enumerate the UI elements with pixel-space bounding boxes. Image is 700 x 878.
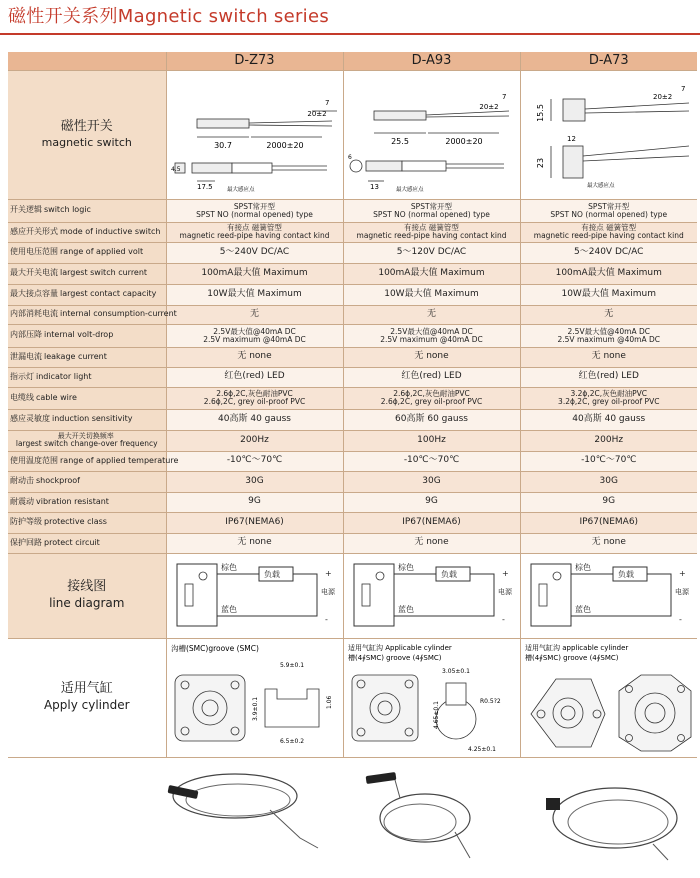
spec-value-line: 2.5V maximum @40mA DC	[380, 334, 483, 344]
switch-box	[354, 564, 394, 626]
spec-value	[520, 199, 697, 222]
spec-label	[8, 284, 166, 305]
spec-value-line: -10℃～70℃	[226, 455, 283, 466]
polarity-minus: -	[324, 614, 328, 624]
cylinder-a73-caption2: 槽(4∮SMC) groove (4∮SMC)	[524, 653, 618, 662]
spec-value	[166, 305, 343, 324]
spec-label-zh: 开关逻辑	[10, 205, 42, 215]
wire-label-blue: 蓝色	[220, 604, 237, 614]
polarity-minus: -	[501, 614, 505, 624]
z73-dimension-drawing	[167, 71, 344, 199]
spec-value-line: 30G	[422, 475, 441, 486]
spec-value-line: 10W最大值 Maximum	[207, 288, 302, 299]
photo-a73	[546, 788, 677, 860]
spec-value	[343, 451, 520, 471]
spec-label	[8, 305, 177, 324]
model-header-row	[8, 52, 697, 70]
cyl-b-dim4: 4.25±0.1	[467, 745, 496, 753]
power-label: 电源	[674, 587, 689, 596]
spec-rows	[8, 199, 697, 553]
spec-label-zh: 最大开关切换频率	[57, 431, 114, 440]
polarity-plus: +	[324, 568, 332, 578]
spec-value	[520, 222, 697, 242]
spec-row	[8, 242, 697, 263]
spec-value-line: 100mA最大值 Maximum	[201, 267, 308, 278]
a93-dim-length: 25.5	[390, 136, 409, 146]
spec-value-line: 无 none	[414, 537, 449, 548]
spec-value	[520, 242, 697, 263]
z73-dim-lead: 20±2	[306, 109, 327, 118]
spec-label	[8, 263, 166, 284]
spec-label-en: leakage current	[44, 351, 107, 361]
load-label: 负载	[440, 569, 457, 579]
spec-value-line: SPST NO (normal opened) type	[550, 209, 668, 219]
spec-label-zh: 耐动击	[10, 476, 34, 486]
spec-label-en: largest switch change-over frequency	[15, 439, 158, 449]
apply-cylinder-row	[8, 638, 697, 757]
spec-value-line: 红色(red) LED	[224, 371, 285, 382]
spec-value	[343, 305, 520, 324]
spec-label-zh: 最大开关电流	[10, 268, 58, 278]
spec-label-zh: 最大接点容量	[10, 289, 58, 299]
led-symbol	[376, 572, 384, 580]
spec-label-en: range of applied volt	[60, 247, 144, 257]
spec-value	[520, 284, 697, 305]
spec-value	[520, 324, 697, 347]
z73-dim-h: 4.5	[170, 165, 181, 173]
spec-value	[520, 451, 697, 471]
line-diagram-a93	[343, 553, 520, 638]
spec-value-line: magnetic reed-pipe having contact kind	[356, 231, 507, 240]
model-z73: D-Z73	[166, 52, 343, 70]
spec-value	[520, 492, 697, 512]
cylinder-z73-drawing	[167, 639, 344, 757]
spec-value-line: 无	[249, 308, 259, 319]
spec-label	[8, 471, 166, 492]
cyl-a-dim1: 5.9±0.1	[279, 661, 304, 669]
spec-row	[8, 324, 697, 347]
spec-label-zh: 电缆线	[10, 392, 34, 402]
spec-value	[520, 409, 697, 430]
spec-value	[166, 199, 343, 222]
cylinder-a93-caption: 适用气缸沟 Applicable cylinder	[347, 643, 452, 652]
spec-value-line: 无 none	[591, 351, 626, 362]
photo-z73	[167, 774, 318, 848]
spec-value	[343, 367, 520, 387]
a93-dim-cable: 2000±20	[444, 136, 483, 146]
spec-value-line: 2.5V最大值@40mA DC	[567, 326, 650, 336]
spec-value-line: 40高斯 40 gauss	[572, 413, 646, 424]
spec-label	[8, 242, 166, 263]
wiring-diagram	[167, 554, 344, 638]
spec-value	[343, 533, 520, 553]
spec-value	[343, 284, 520, 305]
spec-label-en: largest switch current	[60, 268, 148, 278]
spec-label	[8, 367, 166, 387]
spec-row	[8, 305, 697, 324]
spec-value	[343, 387, 520, 409]
spec-value-line: 2.6ϕ,2C,灰色耐油PVC	[393, 389, 470, 399]
cylinder-a93-drawing	[344, 639, 521, 757]
spec-value-line: 9G	[602, 496, 616, 507]
spec-value-line: SPST NO (normal opened) type	[196, 209, 313, 219]
a93-dim-h: 6	[347, 153, 352, 161]
wiring-diagram	[344, 554, 521, 638]
spec-value-line: -10℃～70℃	[581, 455, 637, 466]
cylinder-a73-caption: 适用气缸沟 applicable cylinder	[524, 643, 628, 652]
spec-value	[343, 492, 520, 512]
a93-dim-lead: 20±2	[478, 102, 499, 111]
spec-label	[8, 512, 166, 533]
reed-element	[539, 584, 547, 606]
page-title: 磁性开关系列Magnetic switch series	[8, 6, 330, 27]
spec-value-line: 2.6ϕ,2C, grey oil-proof PVC	[380, 397, 483, 406]
spec-value	[343, 222, 520, 242]
spec-value	[166, 263, 343, 284]
spec-value-line: SPST常开型	[233, 201, 276, 211]
spec-row	[8, 430, 697, 451]
photo-a93	[366, 772, 470, 858]
cylinder-a73	[520, 638, 697, 757]
wire-label-blue: 蓝色	[574, 604, 591, 614]
a93-dim-sense: 13	[369, 182, 379, 191]
spec-value-line: 红色(red) LED	[578, 371, 639, 382]
spec-value-line: 200Hz	[240, 434, 269, 445]
model-a93: D-A93	[343, 52, 520, 70]
spec-value	[166, 222, 343, 242]
spec-value-line: IP67(NEMA6)	[402, 516, 461, 527]
drawing-z73	[166, 70, 343, 199]
reed-element	[362, 584, 370, 606]
spec-value-line: 2.6ϕ,2C,灰色耐油PVC	[216, 389, 293, 399]
spec-value-line: 2.5V maximum @40mA DC	[557, 334, 660, 344]
spec-label	[8, 492, 166, 512]
a73-sense-point: 最大感应点	[586, 182, 615, 189]
spec-value	[520, 263, 697, 284]
spec-row	[8, 409, 697, 430]
spec-row	[8, 222, 697, 242]
spec-value-line: 2.5V最大值@40mA DC	[390, 326, 473, 336]
wire-label-brown: 棕色	[220, 562, 237, 572]
wire-label-brown: 棕色	[574, 562, 591, 572]
spec-value-line: 10W最大值 Maximum	[561, 288, 657, 299]
spec-label-zh: 内部消耗电流	[10, 309, 58, 319]
a73-dimension-drawing	[521, 71, 698, 199]
cylinder-z73	[166, 638, 343, 757]
wire-label-blue: 蓝色	[397, 604, 414, 614]
load-label: 负载	[617, 569, 634, 579]
z73-dim-length: 30.7	[213, 140, 232, 150]
spec-value	[520, 347, 697, 367]
spec-value-line: 9G	[248, 496, 261, 507]
spec-value-line: 2.6ϕ,2C, grey oil-proof PVC	[203, 397, 306, 406]
z73-dim-7: 7	[324, 98, 329, 107]
spec-label-zh: 指示灯	[10, 371, 34, 381]
spec-value	[166, 533, 343, 553]
spec-value	[166, 430, 343, 451]
spec-row	[8, 347, 697, 367]
spec-label-zh: 感应灵敏度	[10, 414, 50, 424]
spec-value	[343, 430, 520, 451]
spec-label	[8, 387, 166, 409]
spec-value-line: SPST NO (normal opened) type	[373, 209, 490, 219]
spec-value	[520, 430, 697, 451]
spec-row	[8, 263, 697, 284]
spec-value-line: 无	[426, 308, 436, 319]
spec-value-line: SPST常开型	[588, 201, 630, 211]
spec-value	[520, 305, 697, 324]
cylinder-a93	[343, 638, 520, 757]
spec-label	[8, 199, 166, 222]
drawing-row	[8, 70, 697, 199]
spec-value-line: 100mA最大值 Maximum	[378, 267, 485, 278]
cyl-b-dim3: R0.5?2	[479, 697, 501, 705]
spec-value	[166, 324, 343, 347]
line-diagram-label	[8, 553, 166, 638]
product-photos	[0, 745, 700, 878]
spec-label	[8, 533, 166, 553]
a73-dim-12: 12	[566, 134, 576, 143]
spec-value	[166, 242, 343, 263]
spec-label	[8, 347, 166, 367]
cyl-a-dim3: 1.06	[325, 695, 333, 709]
cyl-a-dim2: 3.9±0.1	[251, 696, 259, 721]
spec-value-line: 5～240V DC/AC	[574, 246, 644, 257]
spec-value-line: 40高斯 40 gauss	[218, 413, 291, 424]
spec-value-line: 5～120V DC/AC	[396, 246, 467, 257]
drawing-a73	[520, 70, 697, 199]
spec-value	[520, 367, 697, 387]
spec-label-zh: 感应开关形式	[10, 226, 58, 236]
spec-value-line: 200Hz	[594, 434, 624, 445]
spec-value-line: -10℃～70℃	[403, 455, 460, 466]
spec-value-line: 无 none	[414, 351, 449, 362]
spec-row	[8, 199, 697, 222]
z73-dim-sense: 17.5	[196, 182, 213, 191]
spec-label	[8, 324, 166, 347]
reed-element	[185, 584, 193, 606]
spec-value-line: 30G	[245, 475, 264, 486]
cylinder-a73-drawing	[521, 639, 698, 757]
a93-dimension-drawing	[344, 71, 521, 199]
spec-value-line: 2.5V最大值@40mA DC	[213, 326, 296, 336]
spec-label-en: protect circuit	[44, 537, 100, 547]
spec-value	[520, 387, 697, 409]
spec-row	[8, 284, 697, 305]
spec-value	[343, 512, 520, 533]
a93-sense-point: 最大感应点	[395, 186, 424, 193]
power-label: 电源	[320, 587, 335, 596]
magnetic-switch-zh: 磁性开关	[60, 118, 113, 134]
spec-value	[343, 471, 520, 492]
spec-value-line: 无	[604, 308, 614, 319]
spec-value-line: 100mA最大值 Maximum	[555, 267, 662, 278]
spec-value	[343, 242, 520, 263]
a93-dim-7: 7	[501, 92, 506, 101]
led-symbol	[199, 572, 207, 580]
spec-value	[343, 409, 520, 430]
spec-value-line: 100Hz	[417, 434, 446, 445]
model-a73: D-A73	[520, 52, 697, 70]
polarity-minus: -	[678, 614, 682, 624]
spec-label	[8, 451, 179, 471]
spec-value-line: 有接点 磁簧管型	[227, 223, 282, 233]
header-corner	[8, 52, 166, 70]
spec-value-line: 5～240V DC/AC	[219, 246, 290, 257]
spec-label-en: cable wire	[36, 392, 77, 402]
drawing-a93	[343, 70, 520, 199]
magnetic-switch-label	[8, 70, 166, 199]
spec-value	[520, 512, 697, 533]
spec-label-en: protective class	[44, 517, 107, 527]
spec-label-en: induction sensitivity	[52, 414, 133, 424]
apply-cylinder-label	[8, 638, 166, 757]
spec-value-line: magnetic reed-pipe having contact kind	[533, 231, 684, 240]
cyl-b-dim1: 3.05±0.1	[441, 667, 470, 675]
a73-dim-h1: 15.5	[535, 103, 545, 122]
switch-box	[177, 564, 217, 626]
spec-value	[166, 492, 343, 512]
spec-label-en: vibration resistant	[36, 496, 109, 506]
wire-label-brown: 棕色	[397, 562, 414, 572]
line-diagram-a73	[520, 553, 697, 638]
spec-label-en: largest contact capacity	[60, 289, 157, 299]
spec-label-zh: 泄漏电流	[10, 351, 42, 361]
spec-label-en: indicator light	[36, 371, 92, 381]
spec-row	[8, 367, 697, 387]
spec-value	[166, 367, 343, 387]
wiring-diagram	[521, 554, 698, 638]
spec-table	[8, 52, 697, 758]
spec-label-zh: 使用温度范围	[10, 455, 58, 465]
polarity-plus: +	[501, 568, 509, 578]
spec-label-zh: 内部压降	[10, 330, 42, 340]
spec-value	[166, 387, 343, 409]
spec-value	[166, 471, 343, 492]
spec-value	[166, 409, 343, 430]
spec-value	[166, 284, 343, 305]
cyl-b-dim2: 4.65±0.1	[432, 700, 440, 729]
spec-row	[8, 471, 697, 492]
load-label: 负载	[263, 569, 280, 579]
line-diagram-en: line diagram	[49, 596, 125, 611]
cylinder-a93-caption2: 槽(4∮SMC) groove (4∮SMC)	[347, 653, 441, 662]
power-label: 电源	[497, 587, 512, 596]
spec-label	[8, 430, 166, 451]
spec-value-line: 3.2ϕ,2C, grey oil-proof PVC	[558, 397, 660, 406]
magnetic-switch-en: magnetic switch	[41, 135, 132, 149]
spec-label-zh: 保护回路	[10, 537, 42, 547]
spec-value-line: 60高斯 60 gauss	[395, 413, 468, 424]
spec-value-line: 无 none	[237, 351, 272, 362]
z73-sense-point: 最大感应点	[226, 186, 255, 193]
spec-row	[8, 512, 697, 533]
spec-row	[8, 451, 697, 471]
spec-value-line: magnetic reed-pipe having contact kind	[179, 231, 330, 240]
z73-dim-cable: 2000±20	[265, 140, 304, 150]
spec-label-en: range of applied temperature	[60, 455, 179, 465]
spec-label-en: internal volt-drop	[44, 330, 114, 340]
spec-value-line: 无 none	[591, 537, 626, 548]
spec-value-line: 有接点 磁簧管型	[581, 223, 637, 233]
spec-value-line: 有接点 磁簧管型	[404, 223, 459, 233]
spec-value	[166, 512, 343, 533]
spec-row	[8, 533, 697, 553]
line-diagram-row	[8, 553, 697, 638]
spec-label-en: switch logic	[44, 205, 91, 215]
spec-value-line: 10W最大值 Maximum	[384, 288, 479, 299]
switch-box	[531, 564, 571, 626]
spec-value-line: SPST常开型	[410, 201, 453, 211]
spec-value-line: 无 none	[237, 537, 272, 548]
led-symbol	[553, 572, 561, 580]
spec-label	[8, 409, 166, 430]
spec-value	[166, 451, 343, 471]
spec-label-zh: 耐震动	[10, 496, 34, 506]
a73-dim-h2: 23	[535, 157, 545, 168]
apply-cylinder-en: Apply cylinder	[43, 698, 130, 713]
apply-cylinder-zh: 适用气缸	[60, 681, 113, 697]
spec-label-en: shockproof	[36, 476, 80, 486]
spec-value-line: 2.5V maximum @40mA DC	[203, 334, 306, 344]
spec-value	[343, 199, 520, 222]
a73-dim-7: 7	[680, 84, 685, 93]
spec-value	[520, 471, 697, 492]
spec-value-line: IP67(NEMA6)	[579, 516, 639, 527]
spec-value	[343, 263, 520, 284]
spec-row	[8, 492, 697, 512]
cylinder-z73-caption: 沟槽(SMC)groove (SMC)	[170, 643, 259, 653]
spec-value-line: 红色(red) LED	[401, 371, 462, 382]
cyl-a-dim4: 6.5±0.2	[279, 737, 304, 745]
spec-value	[166, 347, 343, 367]
spec-value	[343, 347, 520, 367]
spec-label-en: mode of inductive switch	[60, 226, 161, 236]
line-diagram-z73	[166, 553, 343, 638]
spec-label-zh: 使用电压范围	[10, 247, 58, 257]
spec-value	[520, 533, 697, 553]
spec-value-line: 9G	[425, 496, 438, 507]
spec-value-line: 3.2ϕ,2C,灰色耐油PVC	[570, 389, 648, 399]
spec-label-en: internal consumption-current	[60, 309, 177, 319]
spec-value	[343, 324, 520, 347]
spec-value-line: 30G	[599, 475, 618, 486]
title-rule	[0, 33, 700, 35]
spec-value-line: IP67(NEMA6)	[225, 516, 284, 527]
spec-label-zh: 防护等级	[10, 517, 42, 527]
spec-label	[8, 222, 166, 242]
a73-dim-lead: 20±2	[652, 92, 672, 101]
line-diagram-zh: 接线图	[67, 579, 107, 595]
polarity-plus: +	[678, 568, 686, 578]
spec-row	[8, 387, 697, 409]
